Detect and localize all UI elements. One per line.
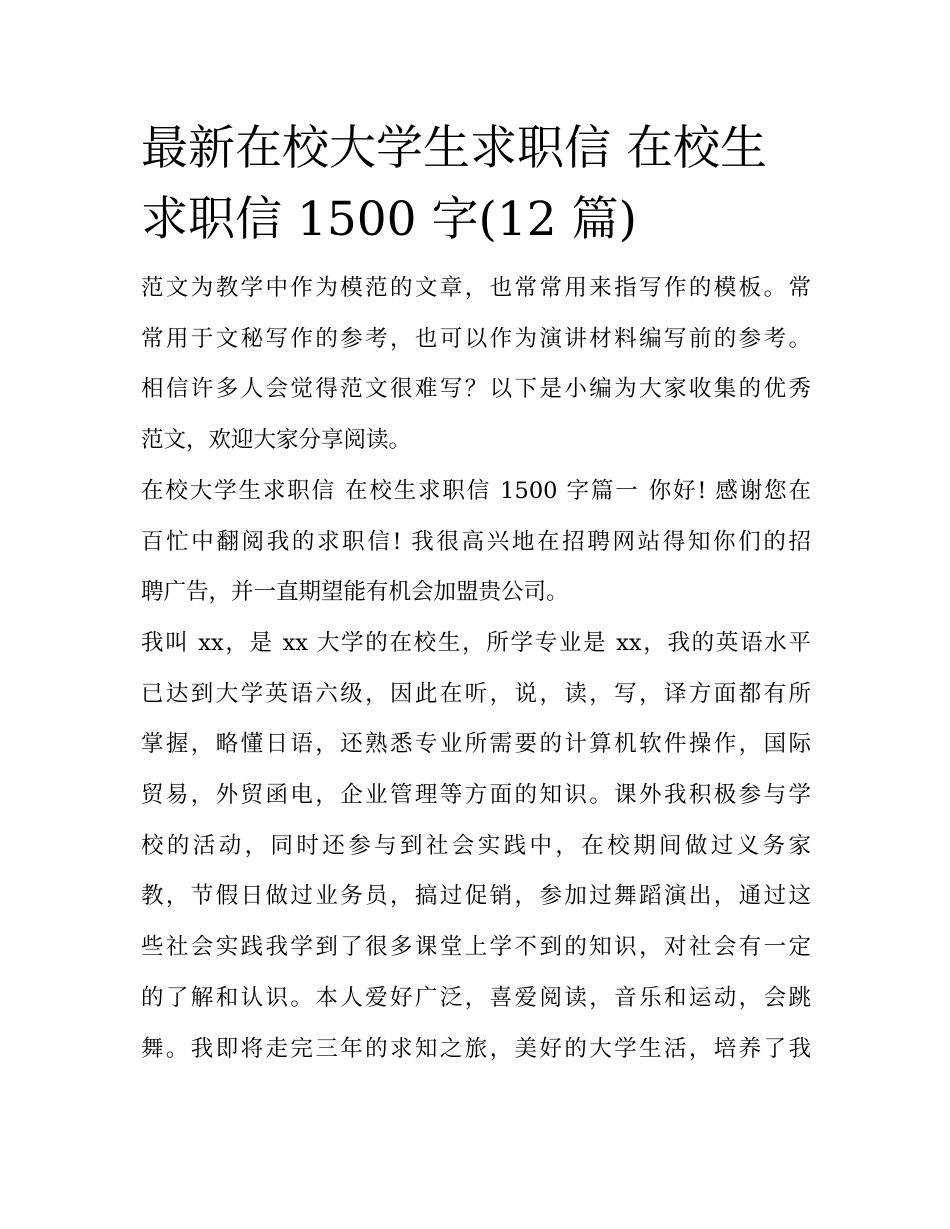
paragraph-letter-opening	[141, 466, 811, 618]
text-line: 已达到大学英语六级，因此在听，说，读，写，译方面都有所	[141, 680, 811, 707]
text-line: 舞。我即将走完三年的求知之旅，美好的大学生活，培养了我	[141, 1035, 811, 1062]
text-line: 校的活动，同时还参与到社会实践中，在校期间做过义务家	[141, 832, 811, 859]
text-line: 我叫 xx，是 xx 大学的在校生，所学专业是 xx，我的英语水平	[141, 629, 811, 656]
text-line: 在校大学生求职信 在校生求职信 1500 字篇一 你好! 感谢您在	[141, 477, 811, 504]
text-line: 范文，欢迎大家分享阅读。	[141, 427, 412, 454]
paragraph-intro	[141, 263, 811, 466]
text-line: 贸易，外贸函电，企业管理等方面的知识。课外我积极参与学	[141, 782, 811, 809]
title-line-1: 最新在校大学生求职信 在校生	[141, 121, 767, 176]
paragraph-self-introduction	[141, 618, 811, 1074]
text-line: 的了解和认识。本人爱好广泛，喜爱阅读，音乐和运动，会跳	[141, 984, 811, 1011]
text-line: 常用于文秘写作的参考，也可以作为演讲材料编写前的参考。	[141, 325, 811, 352]
text-line: 教，节假日做过业务员，搞过促销，参加过舞蹈演出，通过这	[141, 883, 811, 910]
text-line: 些社会实践我学到了很多课堂上学不到的知识，对社会有一定	[141, 934, 811, 961]
document-content	[141, 113, 811, 1074]
text-line: 聘广告，并一直期望能有机会加盟贵公司。	[141, 579, 569, 606]
text-line: 百忙中翻阅我的求职信! 我很高兴地在招聘网站得知你们的招	[141, 528, 811, 555]
text-line: 范文为教学中作为模范的文章，也常常用来指写作的模板。常	[141, 275, 811, 301]
document-title	[141, 113, 811, 255]
document-body	[141, 263, 811, 1074]
text-line: 相信许多人会觉得范文很难写？以下是小编为大家收集的优秀	[141, 376, 811, 403]
title-line-2: 求职信 1500 字(12 篇)	[141, 192, 637, 247]
text-line: 掌握，略懂日语，还熟悉专业所需要的计算机软件操作，国际	[141, 731, 811, 758]
